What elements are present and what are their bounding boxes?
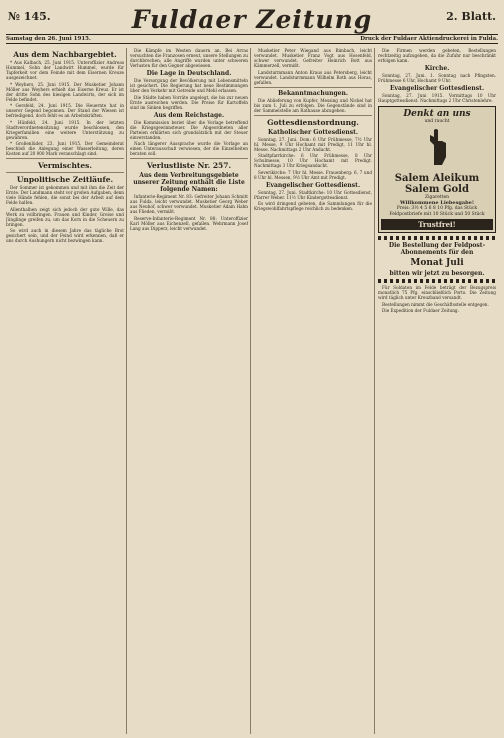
paragraph: Musketier Peter Wiegand aus Bimbach, leicht verwundet. Musketier Franz Vogt aus Hosenfeld, schwer verwundet. Gefreiter Heinrich Bott aus Kämmerzell, vermißt. [254, 48, 372, 68]
paragraph: Landsturmmann Anton Kraus aus Petersberg, leicht verwundet. Landsturmmann Wilhelm Roth aus Horas, gefallen. [254, 69, 372, 85]
paragraph: Die Firmen werden gebeten, Bestellungen rechtzeitig aufzugeben, da die Zufuhr nur beschränkt erfolgen kann. [378, 48, 496, 63]
section-heading: Gottesdienstordnung. [267, 117, 359, 127]
paragraph: Die Kommission beriet über die Vorlage betreffend die Kriegsgewinnsteuer. Die Abgeordneten aller Parteien erklärten sich grundsätzlich mit der Steuer einverstanden. [130, 119, 248, 140]
ad-subline: und raucht [424, 119, 450, 124]
section-heading: Kirche. [424, 65, 450, 72]
subscription-notice-title: Die Bestellung der Feldpost-Abonnements für den [388, 242, 486, 256]
ad-product-kind: Zigaretten [424, 194, 450, 200]
divider [6, 158, 124, 159]
column-3 [254, 48, 375, 734]
divider [254, 115, 372, 116]
ad-brand-secondary: Salem Gold [405, 183, 469, 195]
ad-brand-primary: Salem Aleikum [394, 172, 480, 184]
section-heading: Evangelischer Gottesdienst. [389, 85, 485, 92]
ad-headline: Denkt an uns [403, 109, 471, 119]
dateline [6, 34, 498, 44]
paragraph: * Aus Kalbach, 25. Juni 1915. Unteroffizier Andreas Hummel, Sohn der Landwirt Hummel, wurde für Tapferkeit vor dem Feinde mit dem Eisernen Kreuze ausgezeichnet. [6, 60, 124, 80]
newspaper-title: Fuldaer Zeitung [131, 5, 373, 34]
column-2 [130, 48, 251, 734]
section-subheading: Aus dem Verbreitungsgebiete unserer Zeitung enthält die Liste folgende Namen: [133, 172, 245, 193]
paragraph: * Gersfeld, 24. Juni 1915. Die Heuernte hat in unserer Gegend begonnen. Der Stand der Wiesen ist befriedigend, doch fehlt es an Arbeitskräften. [6, 103, 124, 118]
paragraph: Die Städte haben Vorräte angelegt, die bis zur neuen Ernte ausreichen werden. Die Preise für Kartoffeln sind im Sinken begriffen. [130, 94, 248, 110]
paragraph: Sonntag, 27. Juni 1915. Vormittags 10 Uhr Hauptgottesdienst. Nachmittags 2 Uhr Christenlehre. [378, 93, 496, 103]
paragraph: * Weyhers, 25. Juni 1915. Der Musketier Johann Möller aus Weyhers erhielt das Eiserne Kreuz. Er ist der dritte Sohn des hiesigen Landwirts, der sich im Felde befindet. [6, 81, 124, 102]
ad-trust-badge: Trustfrei! [381, 219, 493, 230]
section-subheading: Evangelischer Gottesdienst. [265, 181, 361, 189]
divider [6, 172, 124, 173]
section-subheading: Katholischer Gottesdienst. [267, 128, 358, 136]
section-heading: Verlustliste Nr. 257. [146, 161, 232, 170]
pointing-hand-icon [422, 127, 452, 167]
section-heading: Die Lage in Deutschland. [146, 70, 232, 77]
columns [6, 48, 498, 734]
paragraph: Stadtpfarrkirche: 6 Uhr Frühmesse, 8 Uhr Schulmesse, 10 Uhr Hochamt mit Predigt. Nachmittags 3 Uhr Kriegsandacht. [254, 153, 372, 168]
ad-prices: Preis: 3½ 4 5 6 8 10 Pfg. das Stück [396, 206, 478, 211]
paragraph: Reserve-Infanterie-Regiment Nr. 88: Unteroffizier Karl Möller aus Eichenzell, gefallen. Wehrmann Josef Lang aus Dipperz, leicht verwundet. [130, 215, 248, 231]
subscription-month: Monat Juli [410, 258, 464, 268]
paragraph: Sonntag, 27. Juni. 1. Sonntag nach Pfingsten. Frühmesse 6 Uhr, Hochamt 9 Uhr. [378, 73, 496, 83]
issue-number: № 145. [8, 10, 51, 23]
column-1 [6, 48, 127, 734]
section-heading: Unpolitische Zeitläufe. [16, 175, 114, 184]
paragraph: Für Soldaten im Felde beträgt der Bezugspreis monatlich 75 Pfg. einschließlich Porto. Die Zeitung wird täglich unter Kreuzband versandt. [378, 285, 496, 300]
paragraph: Nach längerer Aussprache wurde die Vorlage an einen Unterausschuß verwiesen, der die Einzelheiten beraten soll. [130, 141, 248, 156]
section-heading: Aus dem Nachbargebiet. [13, 50, 117, 59]
subscription-notice-sub: bitten wir jetzt zu besorgen. [389, 270, 485, 277]
section-heading: Bekanntmachungen. [278, 89, 348, 97]
sheet-number: 2. Blatt. [446, 10, 496, 23]
ad-slogan: Willkommene Liebesgabe! [399, 200, 475, 206]
paragraph: Bestellungen nimmt die Geschäftsstelle entgegen. [382, 301, 489, 307]
paragraph: Es wird dringend gebeten, die Sammlungen für die Kriegswohlfahrtspflege reichlich zu bedenken. [254, 201, 372, 211]
divider [254, 87, 372, 88]
paragraph: Die Ablieferung von Kupfer, Messing und Nickel hat bis zum 1. Juli zu erfolgen. Die Gegenstände sind in der Sammelstelle am Rathause abzugeben. [254, 97, 372, 113]
issue-date: Samstag den 26. Juni 1915. [6, 36, 91, 42]
section-heading: Vermischtes. [38, 161, 92, 170]
paragraph: Sonntag, 27. Juni. Stadtkirche: 10 Uhr Gottesdienst, Pfarrer Weber. 11½ Uhr Kindergottesdienst. [254, 189, 372, 200]
ad-note: Feldpostbriefe mit 10 Stück und 50 Stück [389, 211, 485, 217]
section-heading: Aus dem Reichstage. [153, 111, 225, 119]
column-4 [378, 48, 498, 734]
paragraph: Severikirche: 7 Uhr hl. Messe. Frauenberg: 6, 7 und 8 Uhr hl. Messen, 9½ Uhr Amt mit Predigt. [254, 169, 372, 180]
divider [130, 158, 248, 159]
decorative-border [378, 236, 496, 240]
paragraph: Die Expedition der Fuldaer Zeitung. [382, 308, 459, 313]
paragraph: * Großenlüder, 23. Juni 1915. Der Gemeinderat beschloß die Anlegung einer Wasserleitung, deren Kosten auf 20 000 Mark veranschlagt sind. [6, 141, 124, 156]
paragraph: Allenthalben zeigt sich jedoch der gute Wille, das Werk zu vollbringen. Frauen und Kinder, Greise und Jünglinge greifen zu, um das Korn in die Scheuern zu bringen. [6, 206, 124, 227]
cigarette-advertisement [378, 106, 496, 233]
paragraph: So wird auch in diesem Jahre das tägliche Brot gesichert sein, und der Feind wird erkennen, daß er uns durch Aushungern nicht bezwingen kann. [6, 228, 124, 243]
paragraph: * Hünfeld, 24. Juni 1915. In der letzten Stadtverordnetensitzung wurde beschlossen, den Kriegerfamilien eine weitere Unterstützung zu gewähren. [6, 119, 124, 140]
paragraph: Sonntag, 27. Juni. Dom: 6 Uhr Frühmesse, 7½ Uhr hl. Messe, 9 Uhr Hochamt mit Predigt, 11 Uhr hl. Messe. Nachmittags 2 Uhr Andacht. [254, 136, 372, 152]
paragraph: Die Versorgung der Bevölkerung mit Lebensmitteln ist gesichert. Die Regierung hat neue Bestimmungen über den Verkehr mit Getreide und Mehl erlassen. [130, 78, 248, 93]
paragraph: Der Sommer ist gekommen und mit ihm die Zeit der Ernte. Der Landmann steht vor großen Aufgaben, denn viele Hände fehlen, die sonst bei der Arbeit auf dem Felde halfen. [6, 185, 124, 205]
printer-line: Druck der Fuldaer Aktiendruckerei in Fulda. [360, 36, 498, 42]
paragraph: Infanterie-Regiment Nr. 83: Gefreiter Johann Schmitt aus Fulda, leicht verwundet. Musketier Georg Weber aus Neuhof, schwer verwundet. Musketier Adam Hahn aus Flieden, vermißt. [130, 194, 248, 214]
paragraph: Die Kämpfe im Westen dauern an. Bei Arras versuchten die Franzosen erneut, unsere Stellungen zu durchbrechen; alle Angriffe wurden unter schweren Verlusten für den Gegner abgewiesen. [130, 48, 248, 68]
masthead [6, 4, 498, 34]
decorative-border [378, 279, 496, 283]
